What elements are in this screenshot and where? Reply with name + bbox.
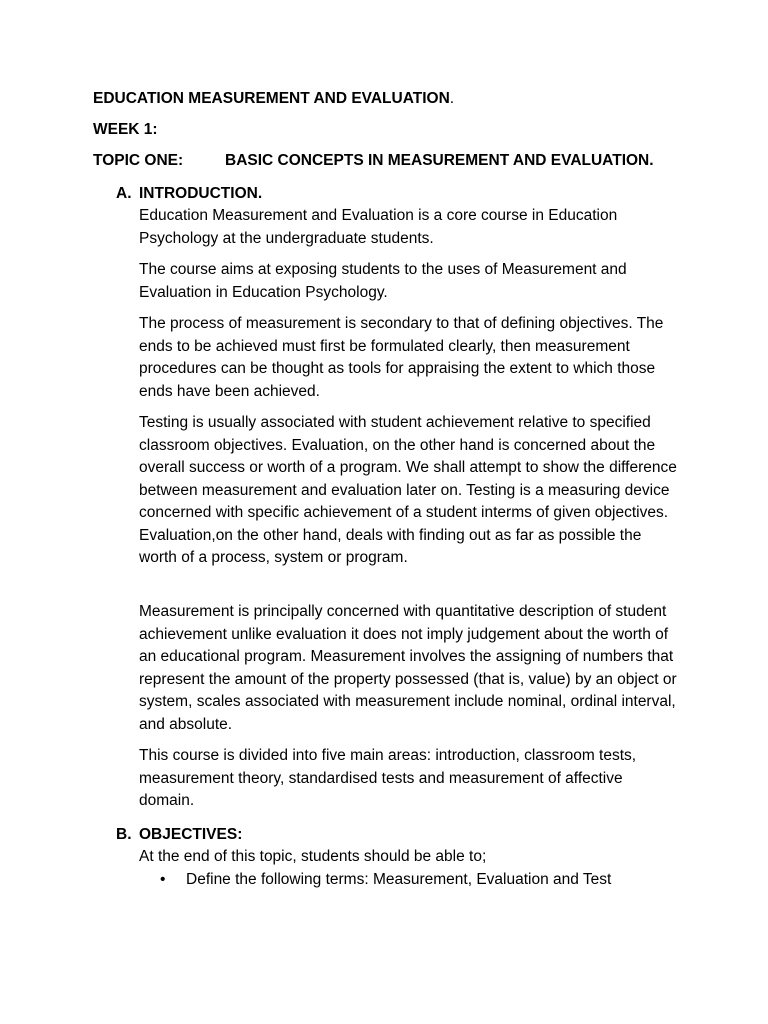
list-item [160,870,611,890]
section-b-title: OBJECTIVES: [139,826,243,843]
intro-paragraph-6: This course is divided into five main areas: introduction, classroom tests, measurement theory, standardised tests and measurement of affective domain. [139,747,637,809]
course-title-period: . [449,90,455,107]
intro-paragraph-1: Education Measurement and Evaluation is a core course in Education Psychology at the undergraduate students. [139,207,618,247]
section-a-title: INTRODUCTION. [139,185,263,202]
topic-title: BASIC CONCEPTS IN MEASUREMENT AND EVALUATION. [225,152,654,169]
week-label: WEEK 1: [93,121,158,138]
topic-label: TOPIC ONE: [93,152,184,169]
section-b-letter: B. [116,826,132,843]
section-a-heading [116,184,262,204]
section-a-letter: A. [116,185,132,202]
section-b-heading [116,825,242,845]
course-title-text: EDUCATION MEASUREMENT AND EVALUATION [93,90,450,107]
bullet-icon: • [160,871,166,888]
intro-paragraph-3: The process of measurement is secondary to that of defining objectives. The ends to be achieved must first be formulated clearly, then measurement procedures can be thought as tools for appraising the extent to which those ends have been achieved. [139,315,664,400]
objectives-intro: At the end of this topic, students should be able to; [139,848,487,865]
intro-paragraph-4: Testing is usually associated with student achievement relative to specified classroom objectives. Evaluation, on the other hand is concerned about the overall success or worth of a program. We shall attempt to show the difference between measurement and evaluation later on. Testing is a measuring device concerned with specific achievement of a student interms of given objectives. Evaluation,on the other hand, deals with finding out as far as possible the worth of a process, system or program. [139,414,677,566]
topic-line [93,151,654,171]
course-title [93,89,454,109]
list-item-text: Define the following terms: Measurement, Evaluation and Test [186,871,612,888]
intro-paragraph-2: The course aims at exposing students to the uses of Measurement and Evaluation in Education Psychology. [139,261,627,301]
intro-paragraph-5: Measurement is principally concerned with quantitative description of student achievement unlike evaluation it does not imply judgement about the worth of an educational program. Measurement involves the assigning of numbers that represent the amount of the property possessed (that is, value) by an object or system, scales associated with measurement include nominal, ordinal interval, and absolute. [139,603,677,733]
